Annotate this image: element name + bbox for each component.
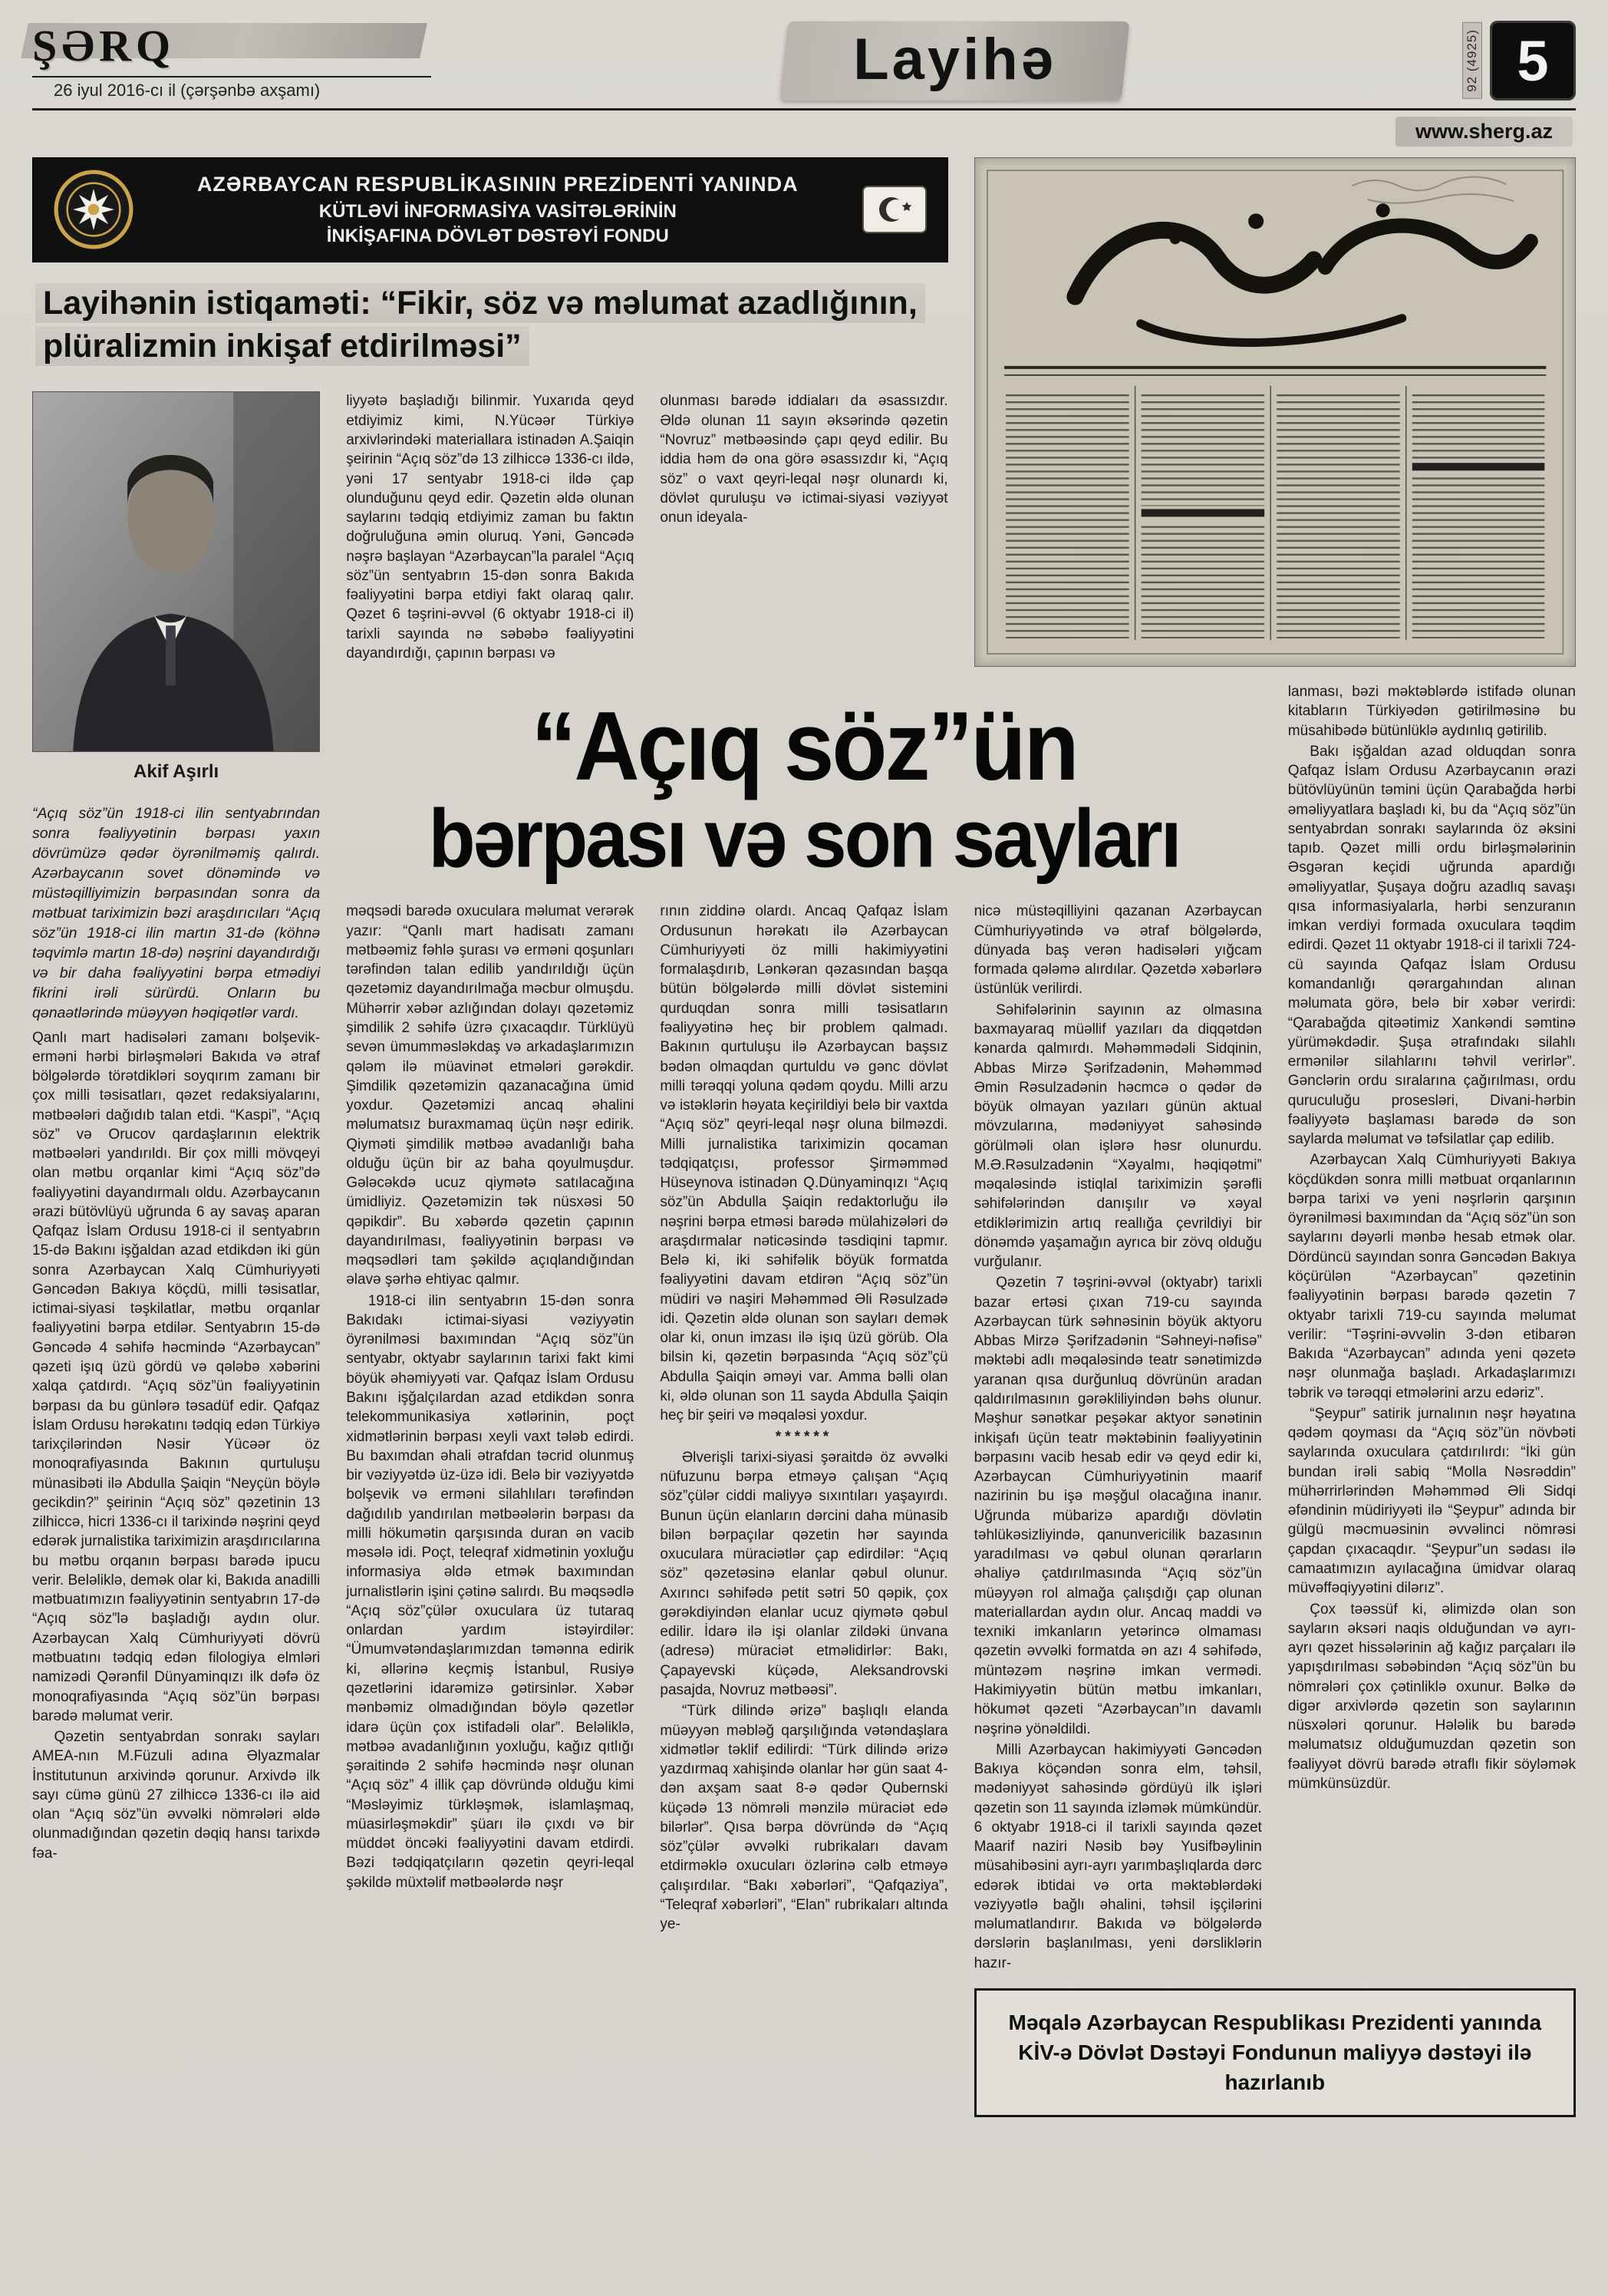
paragraph: Milli Azərbaycan hakimiyyəti Gəncədən Bakıya köçəndən sonra elm, təhsil, mədəniyyət sahəsində gördüyü ilk işləri qəzetin son 11 sayında izləmək mümkündür. 6 oktyabr 1918-ci il tarixli sayında qəzet Maarif naziri Nəsib bəy Yusifbəylinin müsahibəsini ayrı-ayrı yarımbaşlıqlarda dərc edərək ibtidai və orta məktəblərdəki vəziyyətlə bağlı əhalini, təhsil işçilərini məlumatlandırır. Bakıda və bölgələrdə dərslərin başlanılması, yeni dərsliklərin hazır- [974, 1741, 1262, 1971]
fund-banner-line2: KÜTLƏVİ İNFORMASİYA VASİTƏLƏRİNİN [318, 201, 677, 223]
paragraph: “Türk dilində ərizə” başlıqlı elanda müəyyən məbləğ qarşılığında vətəndaşlara xidmətlər təklif edilirdi: “Türk dilində ərizə yazdırmaq xahişində olanlar hər gün saat 4-dən axşam saat 8-ə qədər Qubernski küçədə 13 nömrəli mənzilə müraciət edə bilərlər”. Qısa bərpa dövründə də “Açıq söz”çülər əvvəlki rubrikaları davam etdirməklə oxucuları özlərinə cəlb etməyə çalışırdılar. “Bakı xəbərləri”, “Qafqaziya”, “Teleqraf xəbərləri”, “Elan” rubrikaları altında ye- [660, 1703, 948, 1933]
column-4 [974, 902, 1262, 1973]
paragraph: nicə müstəqilliyini qazanan Azərbaycan Cümhuriyyətində və ətraf bölgələrdə, dünyada baş verən hadisələri yığcam formada qələmə alırdılar. Qəzetdə xəbərlərə üstünlük verilirdi. [974, 903, 1262, 998]
section-ribbon [779, 21, 1129, 101]
old-newspaper-scan [974, 157, 1576, 667]
paragraph: Əlverişli tarixi-siyasi şəraitdə öz əvvəlki nüfuzunu bərpa etməyə çalışan “Açıq söz”çülər ciddi maliyyə sıxıntıları yaşayırdı. Bunun üçün elanların dərcini daha münasib bilən bərpaçılar qəzetin hər sayında oxuculara müraciətlər çap edirdilər: “Açıq söz” qəzetəsinə elanlar qəbul olunur. Axırıncı səhifədə petit sətri 50 qəpik, çox gərəkdiyindən elanlar ucuz qiymətə qəbul edilir. İdarə ilə işi olanlar zildəki ünvana (adresə) müraciət etməlidirlər: Bakı, Çapayevski küçədə, Aleksandrovski pasajda, Novruz mətbəəsi”. [660, 1449, 948, 1698]
paragraph: Səhifələrinin sayının az olmasına baxmayaraq müəllif yazıları da diqqətdən kənarda qalmırdı. Məhəmmədəli Sidqinin, Abbas Mirzə Şərifzadənin, Məhəmməd Əmin Rəsulzadənin həcmcə o qədər də böyük olmayan yazıları günün aktual mövzularına, mədəniyyət sahəsində görülməli olan işlərə həsr olunurdu. M.Ə.Rəsulzadənin “Xəyalmı, həqiqətmi” məqaləsində istiqlal tariximizin şərəfli səhifələrindən danışılır və xəyal etdiklərimizin artıq reallığa çevrildiyi bir dönəmdə yaşamağın ayrıca bir zövq olduğu vurğulanır. [974, 1001, 1262, 1271]
paragraph: Qanlı mart hadisələri zamanı bolşevik-erməni hərbi birləşmələri Bakıda və ətraf bölgələrdə törətdikləri soyqırım zamanı bir çox milli təsisatları, qəzet redaksiyalarını, mətbəələri dağıdıb talan etdi. “Kaspi”, “Açıq söz” və Orucov qardaşlarının elektrik mətbəələri yandırıldı. Bir çox milli mövqeyi olan mətbu orqanlar kimi “Açıq söz”də fəaliyyətini dayandırmalı oldu. Azərbaycanın ərazi bütövlüyü uğrunda 6 ay savaş aparan Qafqaz İslam Ordusu 1918-ci il sentyabrın 15-də Bakını işğaldan azad etdikdən iki gün sonra Azərbaycan Xalq Cümhuriyyəti Gəncədən Bakıya köçdü, milli təsisatlar, ictimai-siyasi təşkilatlar, mətbu orqanlar fəaliyyətini bərpa etdilər. Sentyabrın 15-də Gəncədə 4 səhifə həcmində “Azərbaycan” qəzeti işıq üzü gördü və qələbə xəbərini xalqa çatdırdı. “Açıq söz”ün fəaliyyətinin bərpası da bu günlərə təsadüf edir. Qafqaz İslam Ordusu hərəkatını tədqiq edən Türkiyə tarixçilərindən Nəsir Yücəər öz monoqrafiyasında Bakının qurtuluşu münasibəti ilə Abdulla Şaiqin “Neyçün böylə gecikdin?” şeirinin “Açıq söz” qəzetinin 13 zilhiccə, hicri 1336-cı il tarixində nəşrini qeyd edərək jurnalistika tariximizin araşdırıcılarına bu mətbu orqanın bərpası barədə ipucu verir. Beləliklə, demək olar ki, Bakıda anadilli mətbuatımızın fəaliyyətinin sentyabrın 17-də “Açıq söz”lə başladığı aydın olur. Azərbaycan Xalq Cümhuriyyəti dövrü mətbuatını tədqiq edən filologiya elmləri namizədi Qərənfil Dünyaminqızı ilk dəfə öz monoqrafiyasında “Açıq söz”ün bərpası barədə məlumat verir. [32, 1029, 321, 1724]
crescent-flag-icon [862, 186, 927, 233]
paragraph: Qəzetin sentyabrdan sonrakı sayları AMEA-nın M.Füzuli adına Əlyazmalar İnstitutunun arxivində qorunur. Arxivdə ilk sayı cümə günü 27 zilhiccə 1336-cı ilə aid olan “Açıq söz”ün əvvəlki nömrələri əldə olunmadığından qəzetin dəqiq hansı tarixdə fəa- [32, 1729, 321, 1862]
website-link[interactable]: www.sherg.az [1395, 117, 1573, 147]
page-body [32, 157, 1576, 2117]
page-number: 5 [1517, 28, 1549, 93]
issue-date: 26 iyul 2016-cı il (çərşənbə axşamı) [32, 76, 431, 101]
paragraph: lanması, bəzi məktəblərdə istifadə olunan kitabların Türkiyədən gətirilməsinə bu müsahibədə bütünlüklə aydınlıq gətirilib. [1287, 684, 1576, 739]
column-2-top [346, 391, 634, 667]
column-3-top [660, 391, 947, 667]
page-number-block [1462, 21, 1576, 101]
issue-number: 92 (4925) [1462, 22, 1482, 99]
paragraph: olunması barədə iddiaları da əsassızdır. Əldə olunan 11 sayın əksərində qəzetin “Novruz” mətbəəsində çapı qeyd edilir. Bu iddia həm də ona görə əsassızdır ki, “Açıq söz” o vaxt qeyri-leqal nəşr olunardı ki, dövlət quruluşu və ictimai-siyasi vəziyyət onun ideyala- [660, 393, 948, 526]
fund-banner-text [153, 172, 842, 249]
headline-line1: “Açıq söz”ün [531, 691, 1077, 802]
fund-banner [32, 157, 948, 262]
paragraph: Qəzetin 7 təşrini-əvvəl (oktyabr) tarixli bazar ertəsi çıxan 719-cu sayında Azərbaycan türk səhnəsinin böyük aktyoru Abbas Mirzə Şərifzadənin “Səhneyi-nəfisə” məktəbi adlı məqaləsində teatr sənətimizdə yaranan qısa durğunluq dövrünün aradan qaldırılmasının gərəkliliyindən bəhs olunur. Məşhur sənətkar peşəkar aktyor sənətinin inkişafı üçün teatr məktəbinin fəaliyyətinin bərpasını vacib hesab edir və qeyd edir ki, Azərbaycan Cümhuriyyətinin maarif nazirinin bu işə məşğul olacağına inanır. Uğrunda mübarizə apardığı dövlətin təhlükəsizliyində, qanunvericilik bazasının yaradılması və qəbul olunan qərarların əhaliyə çatdırılmasında “Açıq söz”ün müəyyən rol almağa çalışdığı çap olunan materiallardan aydın olur. Ancaq maddi və texniki imkanların yetərincə olmaması qəzetin əvvəlki formatda ən azı 4 səhifədə, müntəzəm nəşrinə imkan vermədi. Hakimiyyətin bütün mətbu imkanları, hökumət qəzeti “Azərbaycan”ın davamlı nəşrinə yönəldildi. [974, 1275, 1262, 1737]
section-title-block [446, 21, 1462, 101]
intro-paragraph: “Açıq söz”ün 1918-ci ilin sentyabrından sonra fəaliyyətinin bərpası yaxın dövrümüzə qədər öyrənilməmiş qalırdı. Azərbaycanın sovet dönəmində və müstəqilliyimizin bərpasından sonra da mətbuat tariximizin bəzi araşdırıcıları “Açıq söz”ün 1918-ci ilin martın 31-də (köhnə təqvimlə martın 18-də) nəşrini dayandırdığı və bir daha fəaliyyətini bərpa etmədiyi fikrini irəli sürürdü. Onların bu qənaətlərində müəyyən həqiqətlər vardı. [32, 805, 321, 1021]
portrait-silhouette [33, 392, 319, 751]
article-headline [346, 682, 1262, 886]
section-title: Layihə [852, 27, 1056, 92]
project-direction-text: Layihənin istiqaməti: “Fikir, söz və məlumat azadlığının, plüralizmin inkişaf etdirilməsi” [35, 283, 925, 366]
paragraph: “Şeypur” satirik jurnalının nəşr həyatına qədəm qoyması da “Açıq söz”ün növbəti saylarında oxuculara çatdırılırdı: “İki gün bundan irəli sabiq “Molla Nəsrəddin” mühərrirlərindən Məhəmməd Əli Sidqi əfəndinin müdiriyyəti ilə “Şeypur” adında bir gülgü məcmuəsinin əvvəlinci nömrəsi çapdan çıxacaqdır. “Şeypur”un sədası ilə camaatımızın ayılacağına ümidvar olaraq müvəffəqiyyətini dilərız”. [1287, 1405, 1576, 1597]
page-number-box [1490, 21, 1576, 101]
masthead-block [32, 20, 446, 101]
fund-banner-line3: İNKİŞAFINA DÖVLƏT DƏSTƏYİ FONDU [326, 226, 669, 247]
headline-line2: bərpası və son sayları [428, 792, 1180, 886]
acik-soz-calligraphy-image [983, 166, 1567, 658]
paragraph: ****** [775, 1428, 833, 1445]
column-2-bottom [346, 902, 634, 2116]
author-photo-block [32, 391, 320, 797]
column-5 [1288, 682, 1576, 1973]
column-1-text [32, 1028, 320, 1863]
project-direction [32, 278, 948, 377]
paragraph: liyyətə başladığı bilinmir. Yuxarıda qeyd etdiyimiz kimi, N.Yücəər Türkiyə arxivlərindəki materiallara istinadən A.Şaiqin şeirinin “Açıq söz”də 13 zilhiccə 1336-cı ildə, yəni 17 sentyabr 1918-ci ildə çap olunduğunu qeyd edir. Qəzetin əldə olunan saylarını tədqiq etdiyimiz zaman bu faktın doğruluğuna əmin oluruq. Yəni, Gəncədə nəşrə başlayan “Azərbaycan”la paralel “Açıq söz”ün sentyabrın 15-dən sonra Bakıda fəaliyyətini bərpa etdiyi fakt olaraq qalır. Qəzet 6 təşrini-əvvəl (6 oktyabr 1918-ci il) tarixli sayında nə səbəbə fəaliyyətini dayandırdığı, çapının bərpası və [346, 393, 634, 661]
akif-asirli-photo [32, 391, 320, 752]
paragraph: 1918-ci ilin sentyabrın 15-dən sonra Bakıdakı ictimai-siyasi vəziyyətin öyrənilməsi baxımından “Açıq söz”ün sentyabr, oktyabr saylarının tarixi fakt kimi böyük əhəmiyyəti var. Qafqaz İslam Ordusu Bakını işğalçılardan azad etdikdən sonra telekommunikasiya xətlərinin, poçt xidmətlərinin bərpası xeyli vaxt tələb edirdi. Bu baxımdan əhali ətrafdan təcrid olunmuş bir vəziyyətdə üz-üzə idi. Belə bir vəziyyətdə bolşevik və erməni silahlıları tərəfindən dağıdılıb yandırılan mətbəələrin bərpası da milli hökumətin qarşısında duran ən vacib məsələ idi. Poçt, teleqraf xidmətinin yoxluğu informasiya əldə etmək baxımından jurnalistlərin işini çətinə salırdı. Bu məqsədlə “Açıq söz”çülər oxuculara üz tutaraq onlardan yardım istəyirdilər: “Ümumvətəndaşlarımızdan təmənna edirik ki, əllərinə keçmiş İstanbul, Rusiyə qəzetlərini idarəmizə gətirsinlər. Xəbər mənbəmiz olmadığından böylə qəzetlər idarə üçün çox istifadəli olar”. Beləliklə, mətbəə avadanlığının yoxluğu, kağız qıtlığı şəraitində 2 səhifə həcmində nəşr olunan “Açıq söz” 4 illik çap dövründə olduğu kimi “Məsləyimiz türkləşmək, islamlaşmaq, müasirləşməkdir” şüarı ilə çıxdı və bir müddət öncəki fəaliyyətini davam etdirdi. Bəzi tədqiqatçıların qəzetin qeyri-leqal şəkildə müxtəlif mətbəələrdə nəşr [346, 1292, 634, 1891]
page-header [32, 20, 1576, 111]
paragraph: rının ziddinə olardı. Ancaq Qafqaz İslam Ordusunun hərəkatı ilə Azərbaycan Cümhuriyyəti öz milli hakimiyyətini formalaşdırıb, Lənkəran qəzasından başqa bütün bölgələrdə milli dövlət sistemini qurduqdan sonra milli təsisatların fəaliyyətinə heç bir problem qalmadı. Bakının qurtuluşu ilə Azərbaycan başsız bədən olmaqdan qurtuldu və gənc dövlət milli tərəqqi yoluna qədəm qoydu. Milli arzu və istəklərin həyata keçirildiyi belə bir vaxtda “Açıq söz” qeyri-leqal nəşr oluna bilməzdi. Milli jurnalistika tariximizin qocaman tədqiqatçısı, professor Şirməmməd Hüseynova istinadən Q.Dünyaminqızı “Açıq söz”ün Abdulla Şaiqin redaktorluğu ilə nəşrini bərpa etməsi barədə mülahizələri də araşdırmalar nəticəsində təsdiqini tapmır. Belə ki, iki səhifəlik böyük formatda fəaliyyətini davam etdirən “Açıq söz”ün müdiri və naşiri Məhəmməd Əli Rəsulzadə idi. Qəzetin əldə olunan son sayları demək olar ki, onun imzası ilə işıq üzü görüb. Ola bilsin ki, qəzetin bərpasında “Açıq söz”çü Abdulla Şaiqin əməyi var. Amma bəlli olan ki, əldə olunan son 11 sayda Abdulla Şaiqin heç bir şeiri və məqaləsi yoxdur. [660, 903, 948, 1424]
fund-banner-line1: AZƏRBAYCAN RESPUBLİKASININ PREZİDENTİ YANINDA [196, 172, 799, 196]
paragraph: məqsədi barədə oxuculara məlumat verərək yazır: “Qanlı mart hadisatı zamanı mətbəəmiz fəhlə şurası və erməni qoşunları tərəfindən talan edilib yandırıldığı üçün qəzetəmiz dayandırılmağa məcbur olmuşdu. Mühərrir xəbər azlığından dolayı qəzetəmiz şimdilik 2 səhifə üzrə çıxacaqdır. Türklüyü sevən ümumməsləkdaş və arkadaşlarımızın qələm ilə müavinət etmələri gərəkdir. Şimdilik qəzetəmizin qazanacağına ümid yoxdur. Qəzetəmizi ancaq əhalini məlumatsız buraxmamaq üçün nəşr edirik. Qiyməti şimdilik mətbəə avadanlığı baha olduğu üçün bir az baha qoyulmuşdur. Gələcəkdə ucuz qiymətə satılacağına ümidliyiz. Qəzetəmizin tək nüsxəsi 50 qəpikdir”. Bu xəbərdə qəzetin çapının dayandırılması, fəaliyyətinin bərpası və məqsədləri tam şəkildə açıqlandığından əlavə şərhə ehtiyac qalmır. [346, 903, 634, 1288]
sub-header [32, 111, 1576, 157]
credit-box [974, 1988, 1576, 2117]
paragraph: Azərbaycan Xalq Cümhuriyyəti Bakıya köçdükdən sonra milli mətbuat orqanlarının bərpa tarixi və yeni nəşrlərin qarşının öyrənilməsi baxımından da “Açıq söz”ün son saylarını dəyərli mənbə hesab etmək olar. Dördüncü sayından sonra Gəncədən Bakıya köçürülən “Azərbaycan” qəzetinin fəaliyyətinin bərpası barədə qəzetin 7 oktyabr tarixli 719-cu sayında məlumat verilir: “Təşrini-əvvəlin 3-dən etibarən Bakıda “Azərbaycan” adında yeni qəzetə nəşr olunmağa başladı. Arkadaşlarımızı təbrik və tərəqqi etmələrini arzu edəriz”. [1287, 1152, 1576, 1401]
column-1 [32, 391, 320, 2116]
column-3-bottom [660, 902, 947, 2116]
credit-text: Məqalə Azərbaycan Respublikası Prezidenti yanında KİV-ə Dövlət Dəstəyi Fondunun maliyyə dəstəyi ilə hazırlanıb [1008, 2010, 1542, 2095]
newspaper-title: ŞƏRQ [32, 21, 176, 71]
paragraph: Bakı işğaldan azad olduqdan sonra Qafqaz İslam Ordusu Azərbaycanın ərazi bütövlüyünün təmini üçün Qarabağda hərbi əməliyyatlara başladı ki, bu da “Açıq söz”ün sentyabrdan sonrakı saylarında öz əksini tapıb. Qəzet milli ordu birləşmələrinin Əsgəran keçidi uğrunda apardığı əməliyyatlar, Şuşaya doğru azadlıq savaşı qısa informasiyalarla, hərbi senzuranın imkan verdiyi formada oxuculara təqdim edirdi. Qəzet 11 oktyabr 1918-ci il tarixli 724-cü sayında Qafqaz İslam Ordusu komandanlığı qərargahından alınan məlumata görə, belə bir xəbər verirdi: “Qarabağda qitəətimiz Xankəndi səmtinə yürüməkdədir. Şuşa ətrafındakı silahlı ermənilər silahlarını təhvil verirlər”. Gənclərin ordu sıralarına çağırılması, ordu quruculuğu prosesləri, Divani-hərbin fəaliyyətə başlaması barədə də son saylarda məlumat və təfsilatlar çap edilib. [1287, 743, 1576, 1148]
presidential-emblem-icon [54, 170, 133, 249]
photo-caption: Akif Aşırlı [133, 761, 219, 783]
paragraph: Çox təəssüf ki, əlimizdə olan son sayların əksəri naqis olduğundan və ayrı-ayrı qəzet hissələrinin ağ kağız parçaları ilə yapışdırılması səbəbindən “Açıq söz”ün bu nömrələri çox çətinliklə oxunur. Bəlkə də digər arxivlərdə qəzetin son saylarının nüsxələri qorunur. Hələlik bu barədə məlumatsız olduğumuzdan qəzetin son fəaliyyət dövrü barədə ətraflı fikir söyləmək mümkünsüzdür. [1287, 1601, 1576, 1792]
